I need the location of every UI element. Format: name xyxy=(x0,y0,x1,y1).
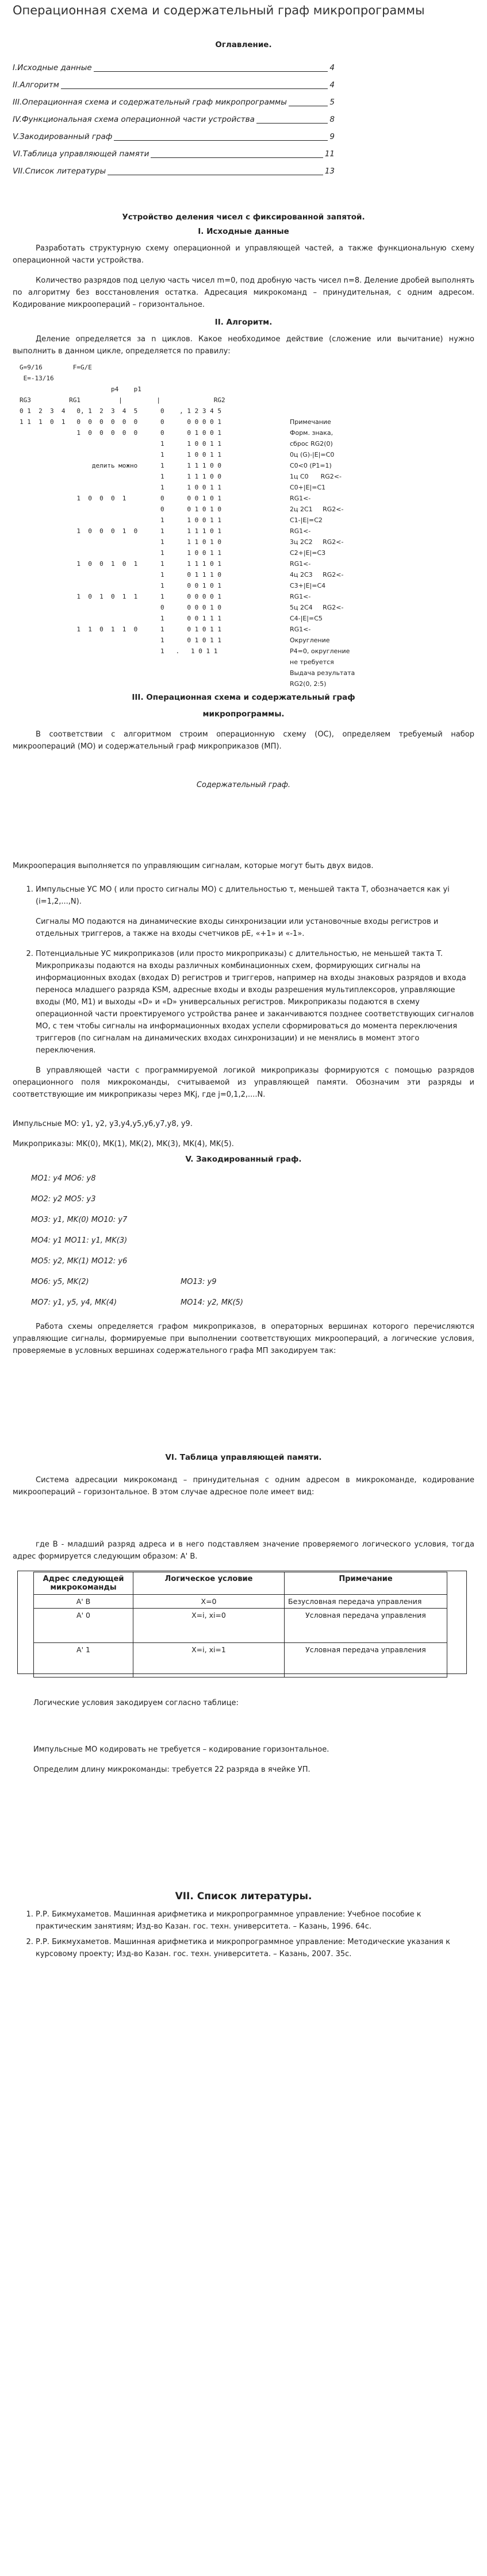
reference-item: 1. Р.Р. Бикмухаметов. Машинная арифметика и микропрограммное управление: Учебное пособие к практическим занятиям; Изд-во Казан. гос. техн. университета. – Казань, 1996. 64с. xyxy=(36,1908,474,1933)
section-heading-7: VII. Список литературы. xyxy=(175,1891,312,1902)
list-item: MO5: y2, MK(1) MO12: y6 xyxy=(31,1256,128,1266)
calc-line: E=-13/16 xyxy=(20,375,54,382)
calc-line: p4 p1 xyxy=(20,385,141,393)
calc-line: 1 0 1 0 1 1 1 0 0 0 0 1 xyxy=(20,593,221,600)
calc-note: C1-|E|=C2 xyxy=(290,516,323,524)
calc-note: не требуется xyxy=(290,658,334,666)
calc-line: 0 0 0 0 1 0 xyxy=(20,604,221,611)
paragraph: В соответствии с алгоритмом строим операционную схему (ОС), определяем требуемый набор микроопераций (МО) и содержательный граф микроприказов (МП). xyxy=(13,730,474,751)
calc-note: 5ц 2C4 RG2<- xyxy=(290,604,344,611)
calc-note: P4=0, округление xyxy=(290,647,350,655)
calc-note: C3+|E|=C4 xyxy=(290,582,326,589)
table-row: A' 1 X=i, xi=1 Условная передача управления xyxy=(34,1643,447,1678)
division-example xyxy=(13,362,474,689)
list-item: MO3: y1, MK(0) MO10: y7 xyxy=(31,1215,128,1224)
calc-line: 0 1 2 3 4 0, 1 2 3 4 5 0 , 1 2 3 4 5 xyxy=(20,407,221,415)
calc-line: 1 1 0 0 1 1 xyxy=(20,549,221,557)
reference-item: 2. Р.Р. Бикмухаметов. Машинная арифметика и микропрограммное управление: Методические указания к курсовому проекту; Изд-во Казан. гос. техн. университета. – Казань, 2007. 35с. xyxy=(36,1936,474,1960)
calc-line: 1 0 0 1 0 1 1 1 1 1 0 1 xyxy=(20,560,221,568)
calc-note: RG1<- xyxy=(290,527,311,535)
calc-note: Примечание xyxy=(290,418,331,426)
paragraph: Микрооперация выполняется по управляющим сигналам, которые могут быть двух видов. xyxy=(13,862,374,870)
calc-line: 1 0 0 0 0 0 0 0 1 0 0 1 xyxy=(20,429,221,437)
toc-heading: Оглавление. xyxy=(215,40,272,49)
calc-note xyxy=(290,406,355,417)
calc-line: 1 0 1 1 1 0 xyxy=(20,571,221,579)
calc-note: RG1<- xyxy=(290,626,311,633)
calc-note: Выдача результата xyxy=(290,669,355,677)
calc-note: сброс RG2(0) xyxy=(290,440,333,448)
table-header: Адрес следующей микрокоманды xyxy=(34,1572,133,1595)
calc-note: C4-|E|=C5 xyxy=(290,615,323,622)
microcode-placeholder xyxy=(13,1776,474,1891)
calc-note: 1ц C0 RG2<- xyxy=(290,473,342,480)
list-item: 1. Импульсные УС МО ( или просто сигналы МО) с длительностью τ, меньшей такта T, обозначается как yi (i=1,2,...,N). Сигналы МО подаются на динамические входы синхронизации или установочные входы регистров и отдельных триггеров, а также на входы счетчиков pE, «+1» и «-1». xyxy=(36,884,474,940)
signal-types-list xyxy=(13,884,474,1056)
document-title: Операционная схема и содержательный граф микропрограммы xyxy=(13,3,425,17)
table-of-contents xyxy=(13,59,335,180)
calc-line: 1 0 0 0 1 0 1 1 1 1 0 1 xyxy=(20,527,221,535)
address-field-placeholder xyxy=(13,1498,474,1538)
calc-line: 1 1 1 0 1 0 0 0 0 0 0 0 0 0 0 0 1 xyxy=(20,418,221,426)
toc-item[interactable]: VI.Таблица управляющей памяти 11 xyxy=(13,149,335,159)
calc-line: делить можно 1 1 1 1 0 0 xyxy=(20,462,221,469)
table-header: Логическое условие xyxy=(133,1572,285,1595)
list-item: MO1: y4 MO6: y8 xyxy=(31,1174,96,1183)
toc-item[interactable]: V.Закодированный граф 9 xyxy=(13,132,335,141)
paragraph: В управляющей части с программируемой логикой микроприказы формируются с помощью разрядов операционного поля микрокоманды, считываемой из управляющей памяти. Обозначим эти разряды и соответствующие им микроприказы через MKj, где j=0,1,2,....N. xyxy=(13,1066,474,1099)
calc-line: 1 1 0 0 1 1 xyxy=(20,516,221,524)
calc-note: 2ц 2C1 RG2<- xyxy=(290,506,344,513)
calc-note: Форм. знака, xyxy=(290,429,333,437)
list-item: MO7: y1, y5, y4, MK(4) MO14: y2, MK(5) xyxy=(31,1298,243,1307)
calc-note xyxy=(290,395,355,406)
paragraph: Разработать структурную схему операционной и управляющей частей, а также функциональную схему операционной части устройства. xyxy=(13,244,474,265)
section-heading-2: II. Алгоритм. xyxy=(214,318,273,327)
mp-list: Микроприказы: MK(0), MK(1), MK(2), MK(3), MK(4), MK(5). xyxy=(13,1140,234,1148)
calc-note: 4ц 2C3 RG2<- xyxy=(290,571,344,579)
paragraph: Система адресации микрокоманд – принудительная с одним адресом в микрокоманде, кодирование микроопераций – горизонтальное. В этом случае адресное поле имеет вид: xyxy=(13,1476,474,1497)
paragraph: Логические условия закодируем согласно таблице: xyxy=(33,1699,239,1707)
calc-note xyxy=(290,373,355,384)
calc-line: 1 1 1 0 1 0 xyxy=(20,538,221,546)
list-item: MO4: y1 MO11: y1, MK(3) xyxy=(31,1236,128,1245)
calc-line: 1 . 1 0 1 1 xyxy=(20,647,218,655)
calc-note: C2+|E|=C3 xyxy=(290,549,326,557)
list-item: 2. Потенциальные УС микроприказов (или просто микроприказы) с длительностью, не меньшей такта T. Микроприказы подаются на входы различных комбинационных схем, формирующих сигналы на информационных входах (входах D) регистров и триггеров, например на входы знаковых разрядов и входа переноса младшего разряда KSM, адресные входы и входы разрешения мультиплексоров, управляющие входы (M0, M1) и выходы «D» и «D» универсальных регистров. Микроприказы подаются в схему операционной части проектируемого устройства ранее и заканчиваются позднее соответствующих сигналов МО, с тем чтобы сигналы на информационных входах успели сформироваться до момента переключения триггеров (по сигналам на динамических входах синхронизации) и не менялись в момент этого переключения. xyxy=(36,948,474,1056)
calc-note: C0<0 (P1=1) xyxy=(290,462,332,469)
graph-caption: Содержательный граф. xyxy=(196,781,291,789)
toc-item[interactable]: VII.Список литературы 13 xyxy=(13,167,335,176)
calc-line: G=9/16 F=G/E xyxy=(20,364,92,371)
calc-line: 1 1 0 1 1 0 1 0 1 0 1 1 xyxy=(20,626,221,633)
toc-item[interactable]: I.Исходные данные 4 xyxy=(13,63,335,72)
section-heading-3b: микропрограммы. xyxy=(202,709,285,719)
calc-line: 1 1 1 1 0 0 xyxy=(20,473,221,480)
section-heading-5: V. Закодированный граф. xyxy=(185,1155,302,1164)
calc-note: 0ц (G)-|E|=C0 xyxy=(290,451,335,458)
device-heading: Устройство деления чисел с фиксированной запятой. xyxy=(122,213,365,222)
toc-item[interactable]: III.Операционная схема и содержательный граф микропрограммы 5 xyxy=(13,98,335,107)
calc-line: RG3 RG1 | | RG2 xyxy=(20,396,225,404)
paragraph: Деление определяется за n циклов. Какое необходимое действие (сложение или вычитание) нужно выполнить в данном цикле, определяется по правилу: xyxy=(13,335,474,356)
list-item: MO2: y2 MO5: y3 xyxy=(31,1194,96,1204)
calc-line: 0 0 1 0 1 0 xyxy=(20,506,221,513)
address-table-wrap xyxy=(13,1572,474,1683)
calc-note: RG1<- xyxy=(290,593,311,600)
calc-note: C0+|E|=C1 xyxy=(290,484,326,491)
division-notes xyxy=(290,362,355,689)
paragraph: Работа схемы определяется графом микроприказов, в операторных вершинах которого перечисляются управляющие сигналы, формируемые при выполнении соответствующих микроопераций, а логические условия, проверяемые в условных вершинах содержательного графа МП закодируем так: xyxy=(13,1322,474,1355)
conditions-table-placeholder xyxy=(13,1709,474,1744)
toc-item[interactable]: IV.Функциональная схема операционной части устройства 8 xyxy=(13,115,335,124)
toc-item[interactable]: II.Алгоритм 4 xyxy=(13,80,335,90)
calc-line: 1 1 0 0 1 1 xyxy=(20,440,221,448)
table-row: A' B X=0 Безусловная передача управления xyxy=(34,1595,447,1609)
table-header: Примечание xyxy=(285,1572,447,1595)
calc-note xyxy=(290,362,355,373)
calc-line: 1 0 0 1 1 1 xyxy=(20,615,221,622)
table-frame xyxy=(17,1571,467,1674)
paragraph: где B - младший разряд адреса и в него подставляем значение проверяемого логического условия, тогда адрес формируется следующим образом: A' B. xyxy=(13,1540,474,1561)
mo-list: Импульсные МО: y1, y2, y3,y4,y5,y6,y7,y8, y9. xyxy=(13,1120,193,1128)
paragraph: Импульсные МО кодировать не требуется – кодирование горизонтальное. xyxy=(33,1745,329,1754)
calc-line: 1 1 0 0 1 1 xyxy=(20,451,221,458)
calc-line: 1 1 0 0 1 1 xyxy=(20,484,221,491)
calc-note: RG1<- xyxy=(290,560,311,568)
coded-graph-list xyxy=(13,1168,474,1313)
logic-conditions-placeholder xyxy=(13,1357,474,1452)
table-row: A' 0 X=i, xi=0 Условная передача управления xyxy=(34,1609,447,1643)
calc-note: 3ц 2C2 RG2<- xyxy=(290,538,344,546)
section-heading-1: I. Исходные данные xyxy=(198,227,289,236)
paragraph: Определим длину микрокоманды: требуется 22 разряда в ячейке УП. xyxy=(33,1765,310,1774)
section-heading-6: VI. Таблица управляющей памяти. xyxy=(165,1453,322,1462)
calc-line: 1 0 1 0 1 1 xyxy=(20,637,221,644)
calc-note xyxy=(290,384,355,395)
calc-line: 1 0 0 1 0 1 xyxy=(20,582,221,589)
calc-note: RG2(0, 2:5) xyxy=(290,680,327,688)
list-item: MO6: y5, MK(2) MO13: y9 xyxy=(31,1277,217,1286)
section-heading-3a: III. Операционная схема и содержательный граф xyxy=(132,693,355,702)
division-calculation xyxy=(20,362,290,689)
calc-line: 1 0 0 0 1 0 0 0 1 0 1 xyxy=(20,495,221,502)
references-list xyxy=(13,1908,474,1960)
graph-placeholder xyxy=(13,791,474,860)
calc-note: Округление xyxy=(290,637,330,644)
paragraph: Количество разрядов под целую часть чисел m=0, под дробную часть чисел n=8. Деление дробей выполнять по алгоритму без восстановления остатка. Адресация микрокоманд – принудительная, с одним адресом. Кодирование микроопераций – горизонтальное. xyxy=(13,276,474,309)
calc-note: RG1<- xyxy=(290,495,311,502)
